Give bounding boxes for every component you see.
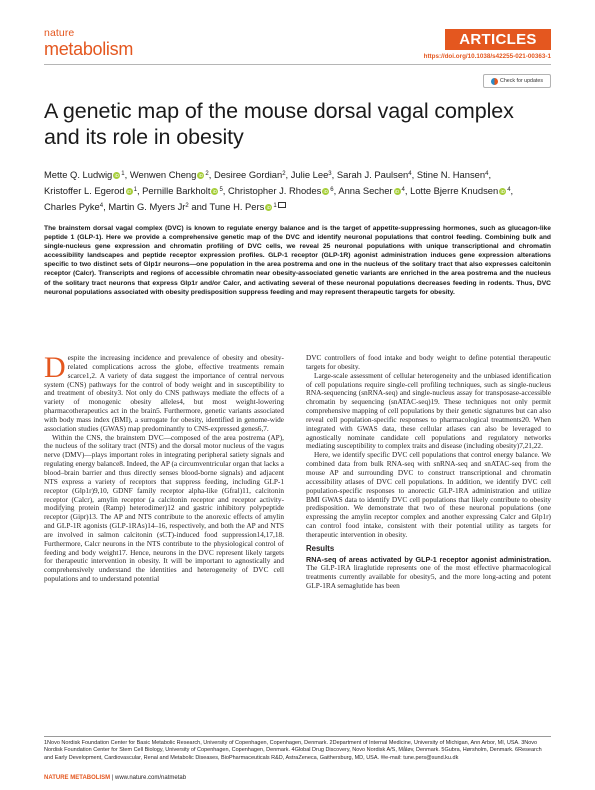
orcid-icon[interactable]: iD (114, 173, 119, 178)
orcid-icon[interactable]: iD (126, 189, 132, 195)
subsection-paragraph: RNA-seq of areas activated by GLP-1 receptor agonist administration. The GLP-1RA liraglutide represents one of the most effective pharmacological treatments currently available for obesity5, and the more long-acting and potent GLP-1RA semaglutide has been (306, 554, 551, 591)
author-name[interactable]: Mette Q. Ludwig iD $^1$ (44, 169, 125, 180)
subsection-title: RNA-seq of areas activated by GLP-1 receptor agonist administration. (306, 554, 551, 564)
body-paragraph: Despite the increasing incidence and prevalence of obesity and obesity-related complications across the globe, effective treatments remain scarce1,2. A variety of data suggest the importance of central nervous system (CNS) pathways for the control of body weight and in susceptibility to and treatment of obesity3. Not only do CNS pathways mediate the effects of a variety of monogenic obesity alleles4, but most weight-lowering pharmacotherapeutics act in the brain5. Furthermore, genetic variants associated with body mass index (BMI), a surrogate for obesity, identified in genome-wide association studies (GWAS) map predominantly to CNS-expressed genes6,7. (44, 351, 284, 433)
author-name[interactable]: Wenwen Cheng iD $^2$ (129, 169, 209, 180)
author-name[interactable]: Kristoffer L. Egerod iD $^1$ (44, 185, 137, 197)
affiliation-marker: 2 (282, 171, 286, 177)
abstract: The brainstem dorsal vagal complex (DVC) is known to regulate energy balance and is the target of appetite-suppressing hormones, such as glucagon-like peptide 1 (GLP-1). Here we provide a comprehensive genetic map of the DVC and identify neuronal populations that control feeding. Combining bulk and single-nucleus gene expression and chromatin profiling of DVC cells, we reveal 25 neuronal populations with unique transcriptional and chromatin accessibility landscapes and peptide receptor expression profiles. GLP-1 receptor (GLP-1R) agonist administration induces gene expression alterations specific to two distinct sets of Glp1r neurons—one population in the area postrema and one in the nucleus of the solitary tract that also expresses calcitonin receptor (Calcr). Transcripts and regions of accessible chromatin near obesity-associated genetic variants are enriched in the area postrema and the nucleus of the solitary tract neurons that express Glp1r and/or Calcr, and activating several of these neuronal populations decreases feeding in rodents. Thus, DVC neuronal populations associated with obesity predisposition suppress feeding and may represent therapeutic targets for obesity. (44, 225, 551, 296)
logo-metabolism: metabolism (44, 38, 134, 59)
orcid-icon[interactable]: iD (212, 189, 218, 195)
affiliation-marker: 6 (330, 187, 334, 194)
body-paragraph: Within the CNS, the brainstem DVC—composed of the area postrema (AP), the nucleus of the solitary tract (NTS) and the dorsal motor nucleus of the vagus nerve (DMV)—plays important roles in integrating peripheral satiety signals and regulating energy balance8. Indeed, the AP (a circumventricular organ that lacks a blood–brain barrier and thus directly senses blood-borne signals) and adjacent NTS express a variety of receptors that suppress feeding, including GLP-1 receptor (Glp1r)9,10, GDNF family receptor alpha-like (Gfral)11, calcitonin receptor (Calcr), amylin receptor (a calcitonin receptor and receptor activity-modifying protein (Ramp) heterodimer)12 and gastric inhibitory polypeptide receptor (Gipr)13. The AP and NTS contribute to the anorexic effects of amylin and GLP-1R agonists (GLP-1RAs)14–16, respectively, and both the AP and NTS are involved in salmon calcitonin (sCT)-induced food suppression14,17,18. Furthermore, Calcr neurons in the NTS contribute to the physiological control of feeding and body weight17. Hence, neurons in the DVC represent likely targets for therapeutic intervention in obesity. It will be important to agnostically and comprehensively understand the identities and heterogeneity of DVC cell populations and to understand potential (44, 432, 284, 584)
author-name[interactable]: Pernille Barkholt iD $^5$ (142, 185, 223, 197)
page-footer (44, 775, 186, 781)
body-column-left (44, 351, 284, 584)
article-title: A genetic map of the mouse dorsal vagal complex and its role in obesity (44, 99, 514, 149)
affiliation-marker: 5 (219, 187, 223, 194)
check-updates-button[interactable] (483, 74, 551, 88)
section-label: ARTICLES (445, 29, 551, 50)
author-name[interactable]: Charles Pyke$^4$ (44, 201, 104, 213)
author-name[interactable]: Desiree Gordian$^2$ (213, 169, 286, 180)
affiliation-marker: 1 (121, 171, 125, 177)
author-list: Mette Q. Ludwig iD $^1$, Wenwen Cheng iD $^2$, Desiree Gordian$^2$, Julie Lee$^3$, Sarah J. Paulsen$^4$, Stine N. Hansen$^4$, Kristoffer L. Egerod iD $^1$, Pernille Barkholt iD $^5$, Christopher J. Rhodes iD $^6$, Anna Secher iD $^4$, Lotte Bjerre Knudsen iD $^4$, Charles Pyke$^4$, Martin G. Myers Jr$^2$ and Tune H. Pers iD $^1$ (44, 169, 514, 213)
affiliations: 1Novo Nordisk Foundation Center for Basic Metabolic Research, University of Copenhagen, Copenhagen, Denmark. 2Department of Internal Medicine, University of Michigan, Ann Arbor, MI, USA. 3Novo Nordisk Foundation Center for Stem Cell Biology, University of Copenhagen, Copenhagen, Denmark. 4Global Drug Discovery, Novo Nordisk A/S, Måløv, Denmark. 5Gubra, Hørsholm, Denmark. 6Research and Early Development, Cardiovascular, Renal and Metabolic Diseases, BioPharmaceuticals R&D, AstraZeneca, Gaithersburg, MD, USA. ✉e-mail: tune.pers@sund.ku.dk (44, 740, 542, 761)
logo-nature: nature (44, 27, 75, 39)
affiliation-marker: 3 (328, 171, 332, 177)
author-name[interactable]: Lotte Bjerre Knudsen iD $^4$ (410, 185, 511, 197)
section-heading-results: Results (306, 543, 335, 553)
body-paragraph: Here, we identify specific DVC cell populations that control energy balance. We combined data from bulk RNA-seq with snRNA-seq and snATAC-seq from the mouse AP and surrounding DVC to construct transcriptional and chromatin accessibility atlases of DVC cell populations. In addition, we identify DVC cell population-specific responses to anorectic GLP-1RA administration and utilize BMI GWAS data to identify DVC cell populations that likely contribute to obesity predisposition. We demonstrate that two of these neuronal populations (one expressing the amylin receptor complex and another expressing Calcr and Glp1r) can control food intake, consistent with their potential utility as targets for therapeutic intervention in obesity. (306, 450, 551, 539)
affiliation-marker: 2 (185, 203, 189, 210)
author-name[interactable]: Anna Secher iD $^4$ (338, 185, 405, 197)
body-column-right (306, 354, 551, 591)
header-divider (44, 64, 551, 65)
body-paragraph: DVC controllers of food intake and body weight to define potential therapeutic targets for obesity. (306, 353, 551, 371)
author-name[interactable]: Christopher J. Rhodes iD $^6$ (228, 185, 334, 197)
orcid-icon[interactable]: iD (266, 205, 271, 211)
orcid-icon[interactable]: iD (500, 189, 505, 195)
affiliation-marker: 4 (507, 187, 511, 194)
author-name[interactable]: Stine N. Hansen$^4$ (416, 169, 489, 180)
affiliation-marker: 1 (273, 203, 277, 210)
footer-url[interactable]: | www.nature.com/natmetab (110, 775, 187, 781)
author-name[interactable]: Julie Lee$^3$ (290, 169, 332, 180)
affiliation-marker: 4 (99, 203, 104, 210)
check-updates-icon (491, 78, 498, 85)
doi-link[interactable]: https://doi.org/10.1038/s42255-021-00363-1 (423, 53, 551, 60)
affiliation-marker: 4 (401, 187, 405, 194)
author-name[interactable]: Tune H. Pers iD $^1$ (209, 201, 285, 212)
affiliation-marker: 4 (408, 171, 412, 177)
footnote-divider (44, 736, 551, 737)
check-updates-label: Check for updates (500, 78, 543, 84)
orcid-icon[interactable]: iD (394, 189, 400, 195)
affiliation-marker: 1 (133, 187, 137, 194)
journal-logo[interactable] (44, 28, 133, 58)
orcid-icon[interactable]: iD (323, 189, 328, 195)
mail-icon[interactable] (278, 202, 286, 208)
drop-cap: D (44, 351, 66, 384)
footer-journal: NATURE METABOLISM (44, 775, 111, 781)
author-name[interactable]: Martin G. Myers Jr$^2$ (108, 201, 189, 213)
orcid-icon[interactable]: iD (198, 173, 203, 178)
body-paragraph: Large-scale assessment of cellular heterogeneity and the unbiased identification of cell populations require single-cell profiling techniques, such as single-nucleus RNA-sequencing (snRNA-seq) and single-nucleus assay for transposase-accessible chromatin by sequencing (snATAC-seq)19. These techniques not only permit comprehensive mapping of cell populations by their genetic signatures but can also reveal cell population-specific responses to pharmacological treatments20. When integrated with GWAS data, these cellular atlases can also be leveraged to agnostically nominate candidate cell populations and regulatory networks mediating susceptibility to complex traits and disease (including obesity)7,21,22. (306, 370, 551, 451)
affiliation-marker: 2 (205, 171, 209, 177)
author-name[interactable]: Sarah J. Paulsen$^4$ (336, 169, 412, 180)
affiliation-marker: 4 (485, 171, 489, 177)
